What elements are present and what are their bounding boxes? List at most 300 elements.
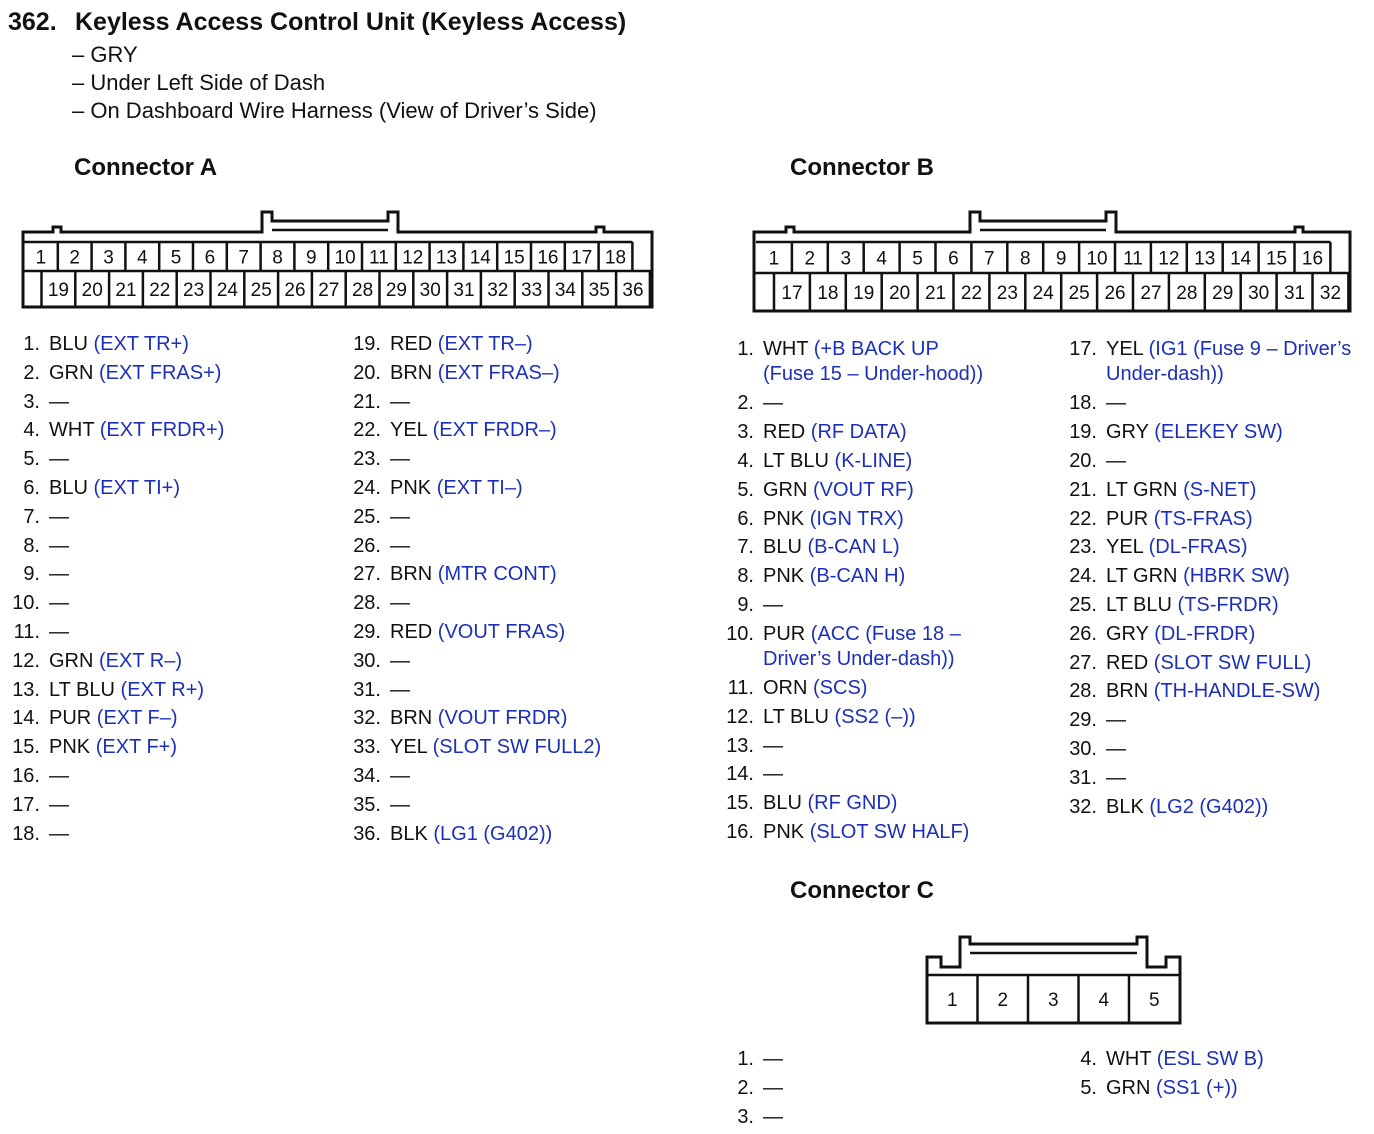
wire-color: —: [390, 650, 410, 672]
pin-number: 8.: [23, 535, 40, 557]
wire-color: LT BLU: [49, 679, 115, 701]
pin-wire: [1106, 1047, 1264, 1072]
pin-number: 1.: [737, 338, 754, 360]
pin-number: 27.: [1069, 652, 1097, 674]
pin-number: 3.: [737, 1106, 754, 1128]
detail-location: – Under Left Side of Dash: [72, 70, 326, 95]
pin-wire: [763, 535, 900, 560]
wire-function: (B-CAN H): [809, 565, 906, 587]
wire-function: (EXT FRDR–): [432, 419, 557, 441]
pin-number: 1.: [737, 1048, 754, 1070]
connector-b-pin-12-label: 12: [1158, 248, 1180, 270]
pin-wire: [49, 822, 69, 847]
pin-wire: [1106, 507, 1253, 532]
wire-color: PUR: [763, 623, 806, 645]
connector-a-pin-26-label: 26: [284, 280, 306, 301]
pin-number: 29.: [353, 621, 381, 643]
pin-wire: [763, 1105, 783, 1130]
pin-number: 31.: [353, 679, 381, 701]
pin-wire: [49, 764, 69, 789]
pin-wire: [49, 447, 69, 472]
pin-wire: [49, 390, 69, 415]
wire-color: —: [763, 392, 783, 414]
pin-wire: [763, 564, 905, 589]
pin-wire: [763, 622, 961, 672]
pin-wire: [390, 390, 410, 415]
wire-color: —: [763, 594, 783, 616]
wire-function: (EXT F–): [96, 707, 178, 729]
pin-number: 24.: [353, 477, 381, 499]
wire-color: RED: [1106, 652, 1149, 674]
connector-a-pin-17-label: 17: [571, 247, 593, 269]
connector-a-pin-22-label: 22: [149, 280, 171, 301]
pin-number: 9.: [737, 594, 754, 616]
wire-function: (SLOT SW FULL2): [432, 736, 602, 758]
pin-number: 28.: [1069, 680, 1097, 702]
wire-color: —: [763, 1106, 783, 1128]
pin-number: 12.: [12, 650, 40, 672]
connector-a-pin-23-label: 23: [183, 280, 205, 301]
pin-number: 5.: [1080, 1077, 1097, 1099]
pin-wire: [390, 534, 410, 559]
pin-number: 4.: [1080, 1048, 1097, 1070]
wire-function: (EXT FRAS–): [437, 362, 560, 384]
wire-function: (RF DATA): [810, 421, 907, 443]
connector-b-pin-25-label: 25: [1068, 283, 1090, 304]
pin-number: 26.: [1069, 623, 1097, 645]
connector-a-pin-24-label: 24: [216, 280, 238, 301]
pin-wire: [390, 735, 601, 760]
wire-function: (EXT TR–): [437, 333, 533, 355]
pin-wire: [49, 735, 177, 760]
pin-wire: [1106, 449, 1126, 474]
connector-a-pin-20-label: 20: [81, 280, 103, 301]
pin-wire: [49, 332, 189, 357]
pin-wire: [49, 591, 69, 616]
connector-a-pin-2-label: 2: [69, 247, 80, 269]
connector-b-pin-2-label: 2: [804, 248, 816, 270]
connector-c-title: Connector C: [790, 877, 934, 904]
pin-wire: [1106, 679, 1320, 704]
wire-color: YEL: [1106, 338, 1144, 360]
pin-number: 5.: [737, 479, 754, 501]
wire-function: (LG2 (G402)): [1149, 796, 1269, 818]
wire-color: BLU: [49, 477, 88, 499]
pin-number: 11.: [727, 677, 754, 699]
connector-b-pin-14-label: 14: [1230, 248, 1252, 270]
pin-wire: [390, 678, 410, 703]
wire-function: (EXT FRDR+): [99, 419, 225, 441]
pin-number: 23.: [353, 448, 381, 470]
pin-wire: [49, 678, 204, 703]
connector-b-pin-6-label: 6: [948, 248, 959, 270]
wire-function: (ACC (Fuse 18 –: [810, 623, 961, 645]
pin-wire: [763, 420, 907, 445]
connector-a-title: Connector A: [74, 154, 218, 181]
wire-color: RED: [763, 421, 806, 443]
connector-b-pin-7-label: 7: [984, 248, 995, 270]
pin-wire: [763, 391, 783, 416]
wire-function: (VOUT FRDR): [437, 707, 568, 729]
connector-c-pin-3-label: 3: [1047, 990, 1059, 1011]
pin-number: 8.: [737, 565, 754, 587]
connector-a-pin-13-label: 13: [435, 247, 458, 269]
connector-b-pin-26-label: 26: [1104, 283, 1126, 304]
pin-wire: [763, 734, 783, 759]
wire-function: (SLOT SW HALF): [809, 821, 970, 843]
connector-b-pin-32-label: 32: [1319, 283, 1342, 304]
connector-a-pin-14-label: 14: [469, 247, 491, 269]
pin-number: 5.: [23, 448, 40, 470]
wire-color: PUR: [49, 707, 92, 729]
pin-number: 19.: [1069, 421, 1097, 443]
wire-color: —: [1106, 450, 1126, 472]
connector-b-pin-16-label: 16: [1301, 248, 1324, 270]
wire-color: —: [390, 592, 410, 614]
wire-function: (VOUT FRAS): [437, 621, 566, 643]
pin-number: 17.: [12, 794, 40, 816]
pin-number: 21.: [353, 391, 381, 413]
pin-number: 16.: [12, 765, 40, 787]
wire-color: —: [49, 563, 69, 585]
connector-a-pin-21-label: 21: [115, 280, 137, 301]
pin-wire: [1106, 651, 1311, 676]
connector-b-pin-13-label: 13: [1194, 248, 1216, 270]
wire-function: (K-LINE): [834, 450, 913, 472]
pin-number: 35.: [353, 794, 381, 816]
detail-harness: – On Dashboard Wire Harness (View of Driver’s Side): [72, 98, 597, 123]
connector-a-pin-5-label: 5: [170, 247, 182, 269]
pin-wire: [390, 505, 410, 530]
wire-color: GRN: [763, 479, 808, 501]
wire-color: BRN: [390, 563, 433, 585]
wire-color: LT BLU: [1106, 594, 1172, 616]
pin-number: 2.: [737, 1077, 754, 1099]
pin-number: 13.: [12, 679, 40, 701]
connector-b-pin-3-label: 3: [840, 248, 852, 270]
pin-number: 14.: [726, 763, 754, 785]
wire-color: —: [49, 391, 69, 413]
wire-color: —: [49, 535, 69, 557]
wire-color: BLK: [1106, 796, 1144, 818]
wire-color: —: [390, 448, 410, 470]
pin-number: 10.: [12, 592, 40, 614]
pin-number: 7.: [737, 536, 754, 558]
wire-color: WHT: [763, 338, 809, 360]
pin-number: 11.: [13, 621, 40, 643]
pin-number: 22.: [353, 419, 381, 441]
connector-a-pin-3-label: 3: [103, 247, 114, 269]
pin-number: 16.: [726, 821, 754, 843]
wire-function: (SLOT SW FULL): [1153, 652, 1312, 674]
wire-color: LT GRN: [1106, 565, 1178, 587]
wire-color: GRN: [49, 362, 94, 384]
wire-function: (EXT R+): [120, 679, 205, 701]
pin-wire: [763, 478, 914, 503]
connector-a-pin-28-label: 28: [352, 280, 374, 301]
pin-number: 6.: [23, 477, 40, 499]
pin-number: 3.: [23, 391, 40, 413]
wire-color: —: [1106, 392, 1126, 414]
pin-number: 28.: [353, 592, 381, 614]
pin-number: 30.: [353, 650, 381, 672]
section-number: 362.: [8, 8, 57, 36]
connector-b-pin-11-label: 11: [1123, 248, 1143, 270]
wire-function: (TH-HANDLE-SW): [1153, 680, 1321, 702]
connector-b-pin-28-label: 28: [1176, 283, 1198, 304]
wire-color: —: [763, 1048, 783, 1070]
pin-wire: [763, 676, 867, 701]
pin-wire: [1106, 535, 1248, 560]
pin-number: 14.: [12, 707, 40, 729]
connector-a-pin-9-label: 9: [306, 247, 317, 269]
pin-number: 25.: [1069, 594, 1097, 616]
wire-color: BLU: [49, 333, 88, 355]
pin-number: 26.: [353, 535, 381, 557]
wire-function: (LG1 (G402)): [433, 823, 553, 845]
pin-number: 34.: [353, 765, 381, 787]
pin-wire: [1106, 564, 1290, 589]
wire-color: —: [390, 506, 410, 528]
connector-a-pin-29-label: 29: [385, 280, 407, 301]
wire-color: —: [49, 823, 69, 845]
pin-wire: [763, 820, 969, 845]
connector-a-pin-32-label: 32: [487, 280, 509, 301]
pin-number: 13.: [726, 735, 754, 757]
pin-wire: [763, 705, 916, 730]
connector-b-pin-31-label: 31: [1283, 283, 1306, 304]
pin-wire: [390, 764, 410, 789]
component-title: Keyless Access Control Unit (Keyless Access): [75, 8, 627, 36]
wire-color: PNK: [390, 477, 432, 499]
pin-number: 32.: [353, 707, 381, 729]
pin-wire: [1106, 391, 1126, 416]
pin-number: 30.: [1069, 738, 1097, 760]
pin-wire: [390, 332, 533, 357]
wire-color: WHT: [49, 419, 95, 441]
pin-wire: [1106, 737, 1126, 762]
wire-color: YEL: [1106, 536, 1144, 558]
pin-wire: [1106, 708, 1126, 733]
wire-color: BRN: [390, 707, 433, 729]
pin-number: 29.: [1069, 709, 1097, 731]
pin-wire: [763, 337, 983, 387]
wire-function: (EXT R–): [99, 650, 182, 672]
wire-function: (SS2 (–)): [834, 706, 916, 728]
wire-color: BLU: [763, 536, 802, 558]
pin-number: 25.: [353, 506, 381, 528]
connector-b-pin-29-label: 29: [1212, 283, 1234, 304]
connector-a-pin-18-label: 18: [604, 247, 627, 269]
connector-a-pin-1-label: 1: [35, 247, 47, 269]
pin-wire: [390, 361, 560, 386]
pin-wire: [1106, 1076, 1238, 1101]
pin-number: 20.: [353, 362, 381, 384]
pin-number: 19.: [353, 333, 381, 355]
wire-color: BLU: [763, 792, 802, 814]
wire-color: —: [49, 794, 69, 816]
connector-a-pin-7-label: 7: [238, 247, 249, 269]
wire-function: (EXT TI–): [436, 477, 523, 499]
wire-color: GRN: [49, 650, 94, 672]
wire-color: —: [390, 391, 410, 413]
pin-wire: [390, 447, 410, 472]
wire-color: —: [1106, 738, 1126, 760]
wire-function: (HBRK SW): [1183, 565, 1290, 587]
connector-a-pin-15-label: 15: [503, 247, 525, 269]
wire-color: GRY: [1106, 623, 1149, 645]
connector-a-pin-10-label: 10: [334, 247, 356, 269]
wire-function: (VOUT RF): [813, 479, 914, 501]
pin-wire: [1106, 795, 1268, 820]
connector-a-pin-27-label: 27: [318, 280, 340, 301]
pin-number: 27.: [353, 563, 381, 585]
pin-number: 4.: [737, 450, 754, 472]
pin-wire: [390, 706, 567, 731]
connector-c-pin-1-label: 1: [946, 990, 958, 1011]
pin-wire: [763, 507, 904, 532]
wire-function: (IG1 (Fuse 9 – Driver’s: [1148, 338, 1352, 360]
pin-number: 20.: [1069, 450, 1097, 472]
pin-wire: [390, 418, 557, 443]
pin-number: 33.: [353, 736, 381, 758]
connector-b-pin-21-label: 21: [924, 283, 947, 304]
pin-wire: [390, 620, 565, 645]
pin-number: 21.: [1069, 479, 1097, 501]
pin-wire: [1106, 766, 1126, 791]
wire-color: —: [763, 1077, 783, 1099]
wire-color: BLK: [390, 823, 428, 845]
connector-b-pin-30-label: 30: [1248, 283, 1270, 304]
connector-a-pin-31-label: 31: [453, 280, 475, 301]
pin-wire: [49, 505, 69, 530]
connector-b-pin-17-label: 17: [781, 283, 803, 304]
connector-b-pin-1-label: 1: [768, 248, 780, 270]
pin-wire: [763, 762, 783, 787]
pin-number: 2.: [23, 362, 40, 384]
connector-b-pin-5-label: 5: [912, 248, 923, 270]
connector-c-pin-2-label: 2: [997, 990, 1009, 1011]
pin-number: 12.: [726, 706, 754, 728]
connector-b-pin-10-label: 10: [1086, 248, 1108, 270]
connector-b-title: Connector B: [790, 154, 934, 181]
pin-wire: [49, 534, 69, 559]
wire-color: PNK: [763, 508, 805, 530]
wire-function: (EXT TR+): [93, 333, 189, 355]
wire-color: —: [390, 535, 410, 557]
wire-function: (MTR CONT): [437, 563, 557, 585]
connector-b-pin-24-label: 24: [1032, 283, 1054, 304]
wire-color: GRY: [1106, 421, 1149, 443]
pin-number: 6.: [737, 508, 754, 530]
wire-color: PNK: [763, 821, 805, 843]
wire-function: (TS-FRDR): [1177, 594, 1279, 616]
connector-b-pin-8-label: 8: [1019, 248, 1031, 270]
wire-color: —: [49, 765, 69, 787]
pin-number: 31.: [1069, 767, 1097, 789]
wire-color: PNK: [49, 736, 91, 758]
pin-wire: [763, 593, 783, 618]
pin-wire: [49, 706, 178, 731]
connector-b-pin-27-label: 27: [1140, 283, 1162, 304]
wire-function: (+B BACK UP: [813, 338, 939, 360]
pin-number: 18.: [12, 823, 40, 845]
pin-wire: [49, 649, 182, 674]
wire-color: —: [390, 679, 410, 701]
pin-number: 4.: [23, 419, 40, 441]
connector-a-pin-34-label: 34: [554, 280, 576, 301]
wire-function: (EXT FRAS+): [99, 362, 222, 384]
pin-wire: [390, 562, 557, 587]
wire-function: (EXT F+): [95, 736, 177, 758]
pin-wire: [49, 476, 180, 501]
wire-color: —: [1106, 767, 1126, 789]
connector-a-pin-16-label: 16: [537, 247, 559, 269]
connector-b-pin-15-label: 15: [1265, 248, 1288, 270]
connector-b-pin-18-label: 18: [817, 283, 839, 304]
pin-wire: [1106, 420, 1283, 445]
pin-wire: [763, 1076, 783, 1101]
pin-wire: [49, 361, 221, 386]
wire-function: (RF GND): [807, 792, 898, 814]
wire-color: —: [49, 592, 69, 614]
pin-number: 3.: [737, 421, 754, 443]
pin-wire: [763, 791, 897, 816]
pin-number: 15.: [726, 792, 754, 814]
pin-number: 32.: [1069, 796, 1097, 818]
pin-wire: [49, 620, 69, 645]
wire-function: (B-CAN L): [807, 536, 900, 558]
wire-function: (IGN TRX): [809, 508, 904, 530]
connector-c-pin-5-label: 5: [1148, 990, 1160, 1011]
connector-a-pin-8-label: 8: [272, 247, 283, 269]
pin-wire: [390, 822, 552, 847]
pin-wire: [390, 591, 410, 616]
wire-color: —: [1106, 709, 1126, 731]
pin-wire: [390, 793, 410, 818]
connector-a-pin-19-label: 19: [47, 280, 69, 301]
wire-color: —: [49, 448, 69, 470]
pin-number: 17.: [1069, 338, 1097, 360]
wire-color: ORN: [763, 677, 808, 699]
wire-color: LT BLU: [763, 450, 829, 472]
pin-wire: [763, 1047, 783, 1072]
connector-b-pin-9-label: 9: [1055, 248, 1067, 270]
wire-function: (SCS): [813, 677, 868, 699]
pin-number: 10.: [726, 623, 754, 645]
wire-color: PNK: [763, 565, 805, 587]
wire-color: RED: [390, 621, 433, 643]
wire-function-continued: Driver’s Under-dash)): [763, 648, 955, 670]
wire-function: (SS1 (+)): [1156, 1077, 1238, 1099]
pin-number: 9.: [23, 563, 40, 585]
wire-color: YEL: [390, 419, 428, 441]
pin-wire: [1106, 593, 1279, 618]
pin-number: 1.: [23, 333, 40, 355]
pin-number: 15.: [12, 736, 40, 758]
pin-number: 22.: [1069, 508, 1097, 530]
pin-wire: [1106, 622, 1255, 647]
pin-wire: [763, 449, 912, 474]
pin-number: 24.: [1069, 565, 1097, 587]
connector-b-pin-23-label: 23: [996, 283, 1018, 304]
detail-color: – GRY: [72, 42, 138, 67]
wire-function: (ELEKEY SW): [1154, 421, 1283, 443]
pin-wire: [49, 562, 69, 587]
wire-function-continued: (Fuse 15 – Under-hood)): [763, 363, 984, 385]
wire-function: (EXT TI+): [93, 477, 180, 499]
wire-function: (S-NET): [1183, 479, 1257, 501]
